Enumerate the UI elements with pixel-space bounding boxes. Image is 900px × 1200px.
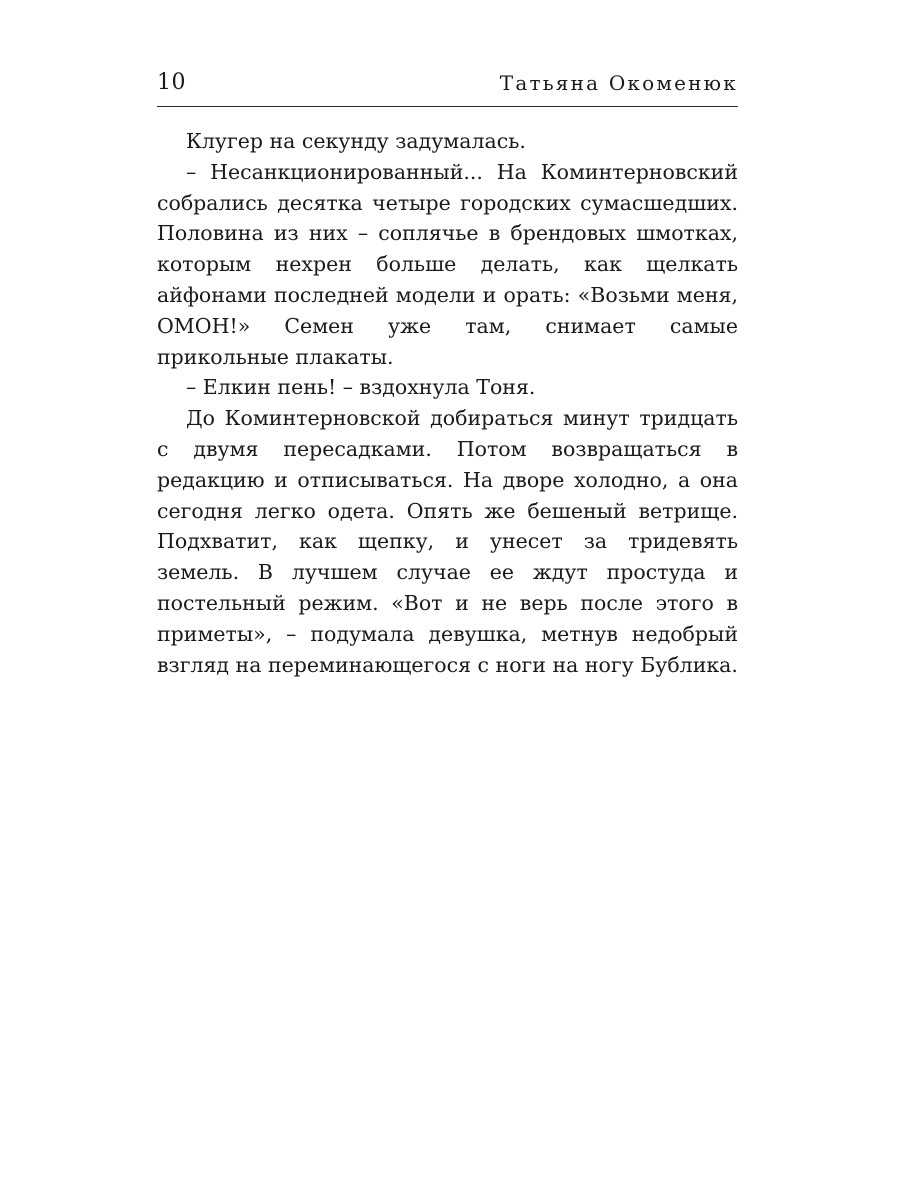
body-text	[157, 126, 738, 680]
running-head-author: Татьяна Окоменюк	[499, 71, 738, 95]
paragraph: – Несанкционированный... На Коминтерновский собрались десятка четыре городских сумасшедших. Половина из них – соплячье в брендовых шмотках, которым нехрен больше делать, как щелкать айфонами последней модели и орать: «Возьми меня, ОМОН!» Семен уже там, снимает самые прикольные плакаты.	[157, 159, 738, 369]
running-head	[157, 68, 738, 98]
paragraph: – Елкин пень! – вздохнула Тоня.	[186, 375, 536, 400]
paragraph: Клугер на секунду задумалась.	[186, 129, 526, 153]
header-divider	[157, 106, 738, 107]
page-number: 10	[157, 70, 186, 95]
paragraph: До Коминтерновской добираться минут тридцать с двумя пересадками. Потом возвращаться в редакцию и отписываться. На дворе холодно, а она сегодня легко одета. Опять же бешеный ветрище. Подхватит, как щепку, и унесет за тридевять земель. В лучшем случае ее ждут простуда и постельный режим. «Вот и не верь после этого в приметы», – подумала девушка, метнув недобрый взгляд на переминающегося с ноги на ногу Бублика.	[157, 406, 738, 677]
book-page	[157, 0, 738, 1200]
